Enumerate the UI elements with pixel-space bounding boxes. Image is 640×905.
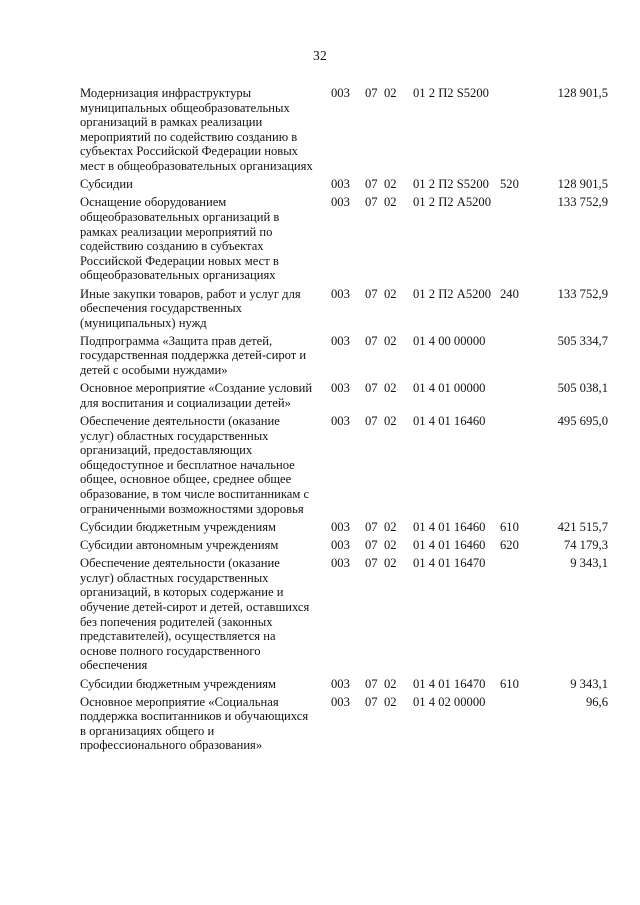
row-section-code: 07 [365, 381, 378, 396]
row-name: Субсидии автономным учреждениям [80, 537, 279, 552]
row-amount: 9 343,1 [570, 676, 608, 691]
table-row [80, 556, 608, 673]
row-subsection-code: 02 [384, 86, 397, 100]
row-subsection-code: 02 [384, 519, 397, 534]
row-target-article: 01 4 00 00000 [413, 333, 486, 348]
table-row [80, 538, 608, 553]
row-expense-type: 610 [500, 676, 519, 691]
row-section-code: 07 [365, 414, 378, 429]
row-subsection-code: 02 [384, 414, 397, 429]
table-row [80, 86, 608, 174]
row-grbs-code: 003 [331, 333, 350, 348]
row-grbs-code: 003 [331, 519, 350, 534]
table-row [80, 414, 608, 516]
row-amount: 495 695,0 [557, 414, 608, 429]
row-amount: 505 334,7 [557, 333, 608, 348]
row-section-code: 07 [365, 537, 378, 552]
row-grbs-code: 003 [331, 694, 350, 709]
row-section-code: 07 [365, 676, 378, 691]
row-name: Обеспечение деятельности (оказание услуг) областных государственных организаций, предоставляющих общедоступное и бесплатное начальное общее, основное общее, среднее общее образование, в том числе воспитанникам с ограниченными возможностями здоровья [80, 414, 310, 516]
row-name: Подпрограмма «Защита прав детей, государственная поддержка детей-сирот и детей с особыми нуждами» [80, 333, 307, 378]
row-section-code: 07 [365, 694, 378, 709]
row-grbs-code: 003 [331, 195, 350, 210]
row-subsection-code: 02 [384, 333, 397, 348]
row-subsection-code: 02 [384, 694, 397, 709]
table-row [80, 381, 608, 410]
row-target-article: 01 2 П2 S5200 [413, 177, 489, 192]
row-grbs-code: 003 [331, 414, 350, 429]
row-amount: 9 343,1 [570, 556, 608, 571]
row-grbs-code: 003 [331, 676, 350, 691]
row-subsection-code: 02 [384, 195, 397, 210]
row-section-code: 07 [365, 519, 378, 534]
row-target-article: 01 4 01 16470 [413, 556, 486, 571]
row-expense-type: 240 [500, 286, 519, 301]
row-name: Основное мероприятие «Социальная поддержка воспитанников и обучающихся в организациях общего и профессионального образования» [80, 694, 309, 753]
row-expense-type: 610 [500, 519, 519, 534]
row-name: Субсидии [80, 177, 133, 192]
row-section-code: 07 [365, 556, 378, 571]
table-row [80, 195, 608, 283]
row-target-article: 01 4 01 16470 [413, 676, 486, 691]
row-amount: 421 515,7 [557, 519, 608, 534]
row-name: Иные закупки товаров, работ и услуг для обеспечения государственных (муниципальных) нужд [80, 286, 301, 330]
row-target-article: 01 2 П2 S5200 [413, 86, 489, 100]
row-target-article: 01 4 01 00000 [413, 381, 486, 396]
row-subsection-code: 02 [384, 537, 397, 552]
row-amount: 128 901,5 [557, 86, 608, 100]
page-number: 32 [312, 48, 328, 63]
table-row [80, 695, 608, 753]
row-subsection-code: 02 [384, 381, 397, 396]
budget-table [80, 86, 608, 753]
row-target-article: 01 4 01 16460 [413, 537, 486, 552]
row-target-article: 01 2 П2 A5200 [413, 195, 492, 210]
row-grbs-code: 003 [331, 86, 350, 100]
table-row [80, 177, 608, 192]
row-name: Субсидии бюджетным учреждениям [80, 519, 276, 534]
table-row [80, 677, 608, 692]
row-expense-type: 620 [500, 537, 519, 552]
row-expense-type: 520 [500, 177, 519, 192]
row-amount: 96,6 [585, 694, 608, 709]
row-name: Основное мероприятие «Создание условий для воспитания и социализации детей» [80, 381, 313, 410]
table-row [80, 287, 608, 331]
row-section-code: 07 [365, 177, 378, 192]
row-subsection-code: 02 [384, 556, 397, 571]
table-row [80, 334, 608, 378]
row-amount: 133 752,9 [557, 286, 608, 301]
row-target-article: 01 4 02 00000 [413, 694, 486, 709]
row-amount: 128 901,5 [557, 177, 608, 192]
table-row [80, 520, 608, 535]
row-section-code: 07 [365, 286, 378, 301]
row-name: Оснащение оборудованием общеобразовательных организаций в рамках реализации мероприятий по содействию созданию в субъектах Российской Федерации новых мест в общеобразовательных организациях [80, 195, 280, 283]
row-name: Модернизация инфраструктуры муниципальных общеобразовательных организаций в рамках реализации мероприятий по содействию созданию в субъектах Российской Федерации новых мест в общеобразовательных организациях [80, 86, 313, 173]
row-amount: 74 179,3 [563, 537, 608, 552]
row-target-article: 01 2 П2 A5200 [413, 286, 492, 301]
row-name: Обеспечение деятельности (оказание услуг) областных государственных организаций, в которых содержание и обучение детей-сирот и детей, оставшихся без попечения родителей (законных представителей), осуществляется на основе полного государственного обеспечения [80, 556, 310, 673]
row-grbs-code: 003 [331, 556, 350, 571]
row-section-code: 07 [365, 195, 378, 210]
row-name: Субсидии бюджетным учреждениям [80, 676, 276, 691]
row-amount: 133 752,9 [557, 195, 608, 210]
row-subsection-code: 02 [384, 286, 397, 301]
row-subsection-code: 02 [384, 676, 397, 691]
row-grbs-code: 003 [331, 286, 350, 301]
row-target-article: 01 4 01 16460 [413, 519, 486, 534]
row-grbs-code: 003 [331, 177, 350, 192]
row-amount: 505 038,1 [557, 381, 608, 396]
row-subsection-code: 02 [384, 177, 397, 192]
row-section-code: 07 [365, 86, 378, 100]
row-target-article: 01 4 01 16460 [413, 414, 486, 429]
row-section-code: 07 [365, 333, 378, 348]
row-grbs-code: 003 [331, 381, 350, 396]
row-grbs-code: 003 [331, 537, 350, 552]
